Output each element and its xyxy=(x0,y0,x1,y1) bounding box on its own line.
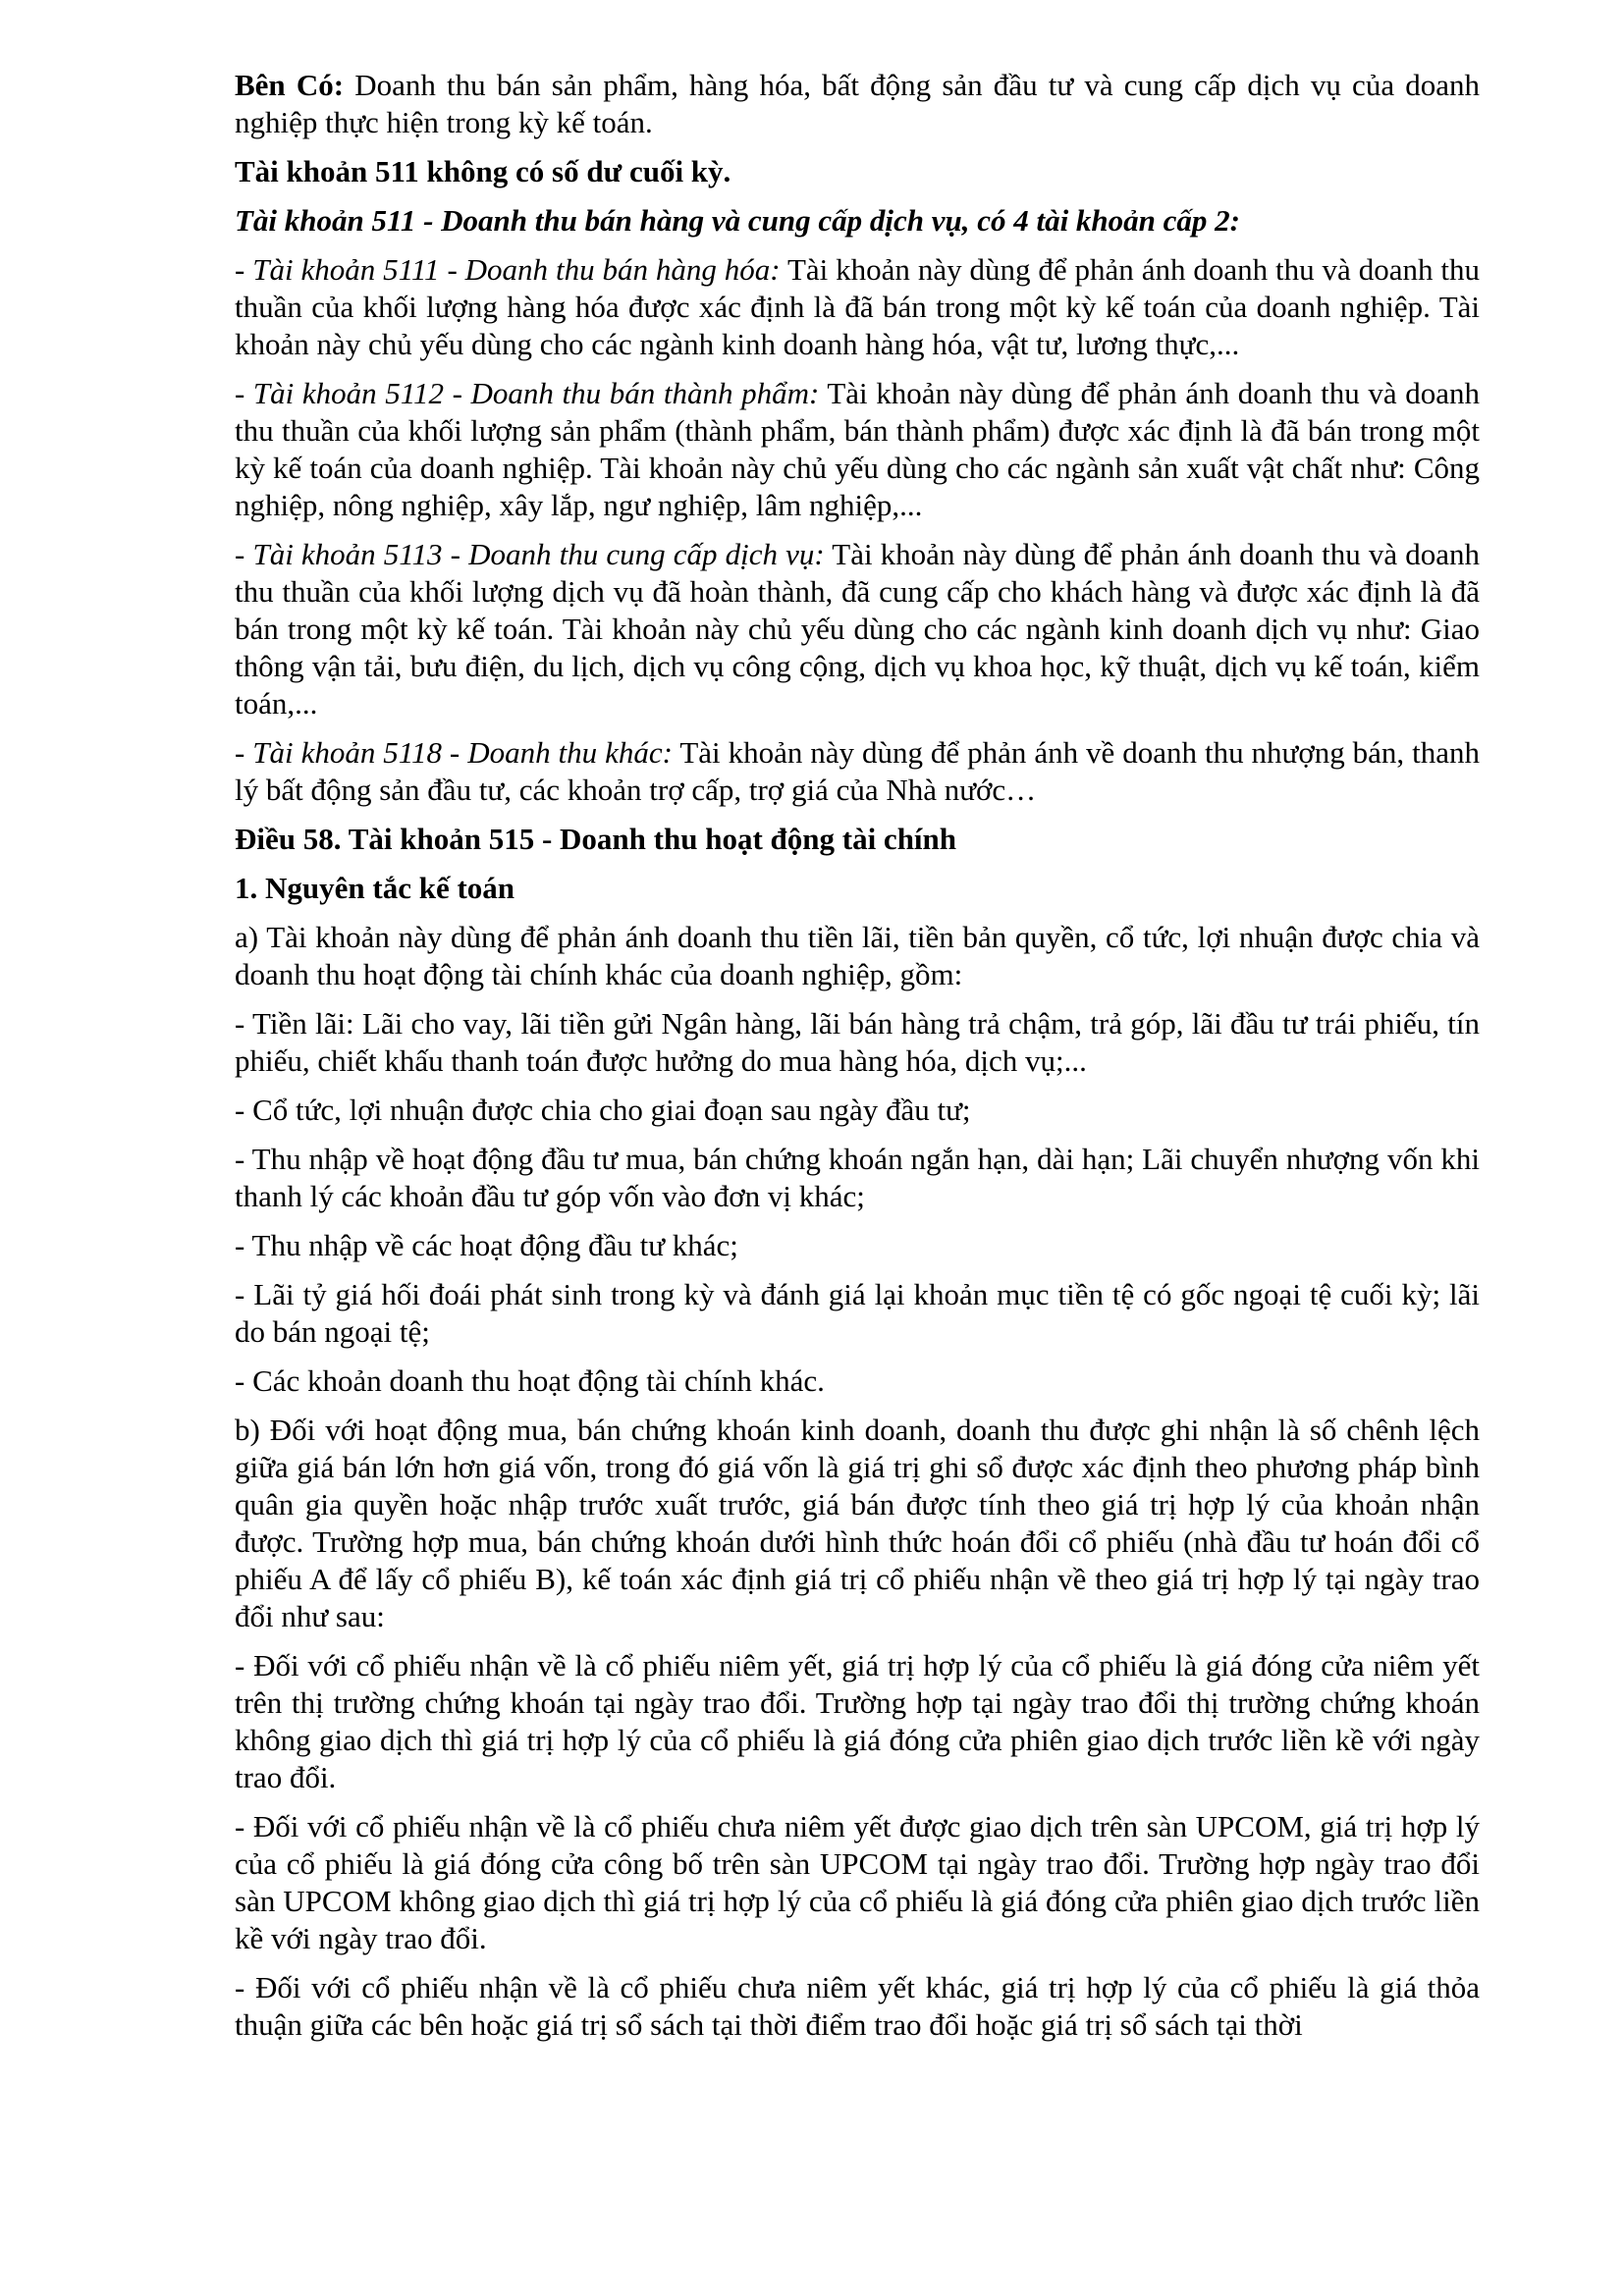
ben-co-text: Doanh thu bán sản phẩm, hàng hóa, bất động sản đầu tư và cung cấp dịch vụ của doanh nghiệp thực hiện trong kỳ kế toán. xyxy=(235,68,1480,139)
article-58-heading: Điều 58. Tài khoản 515 - Doanh thu hoạt động tài chính xyxy=(235,822,957,856)
account-5113-label: - Tài khoản 5113 - Doanh thu cung cấp dịch vụ: xyxy=(235,537,825,571)
account-511-heading: Tài khoản 511 - Doanh thu bán hàng và cung cấp dịch vụ, có 4 tài khoản cấp 2: xyxy=(235,203,1240,238)
account-5118-label: - Tài khoản 5118 - Doanh thu khác: xyxy=(235,735,673,770)
list-item-dividends: - Cổ tức, lợi nhuận được chia cho giai đoạn sau ngày đầu tư; xyxy=(235,1093,971,1127)
account-5112-label: - Tài khoản 5112 - Doanh thu bán thành phẩm: xyxy=(235,376,820,410)
list-item-listed-shares: - Đối với cổ phiếu nhận về là cổ phiếu niêm yết, giá trị hợp lý của cổ phiếu là giá đóng cửa niêm yết trên thị trường chứng khoán tại ngày trao đổi. Trường hợp tại ngày trao đổi thị trường chứng khoán không giao dịch thì giá trị hợp lý của cổ phiếu là giá đóng cửa phiên giao dịch trước liền kề với ngày trao đổi. xyxy=(235,1648,1480,1794)
list-item-exchange-gain: - Lãi tỷ giá hối đoái phát sinh trong kỳ và đánh giá lại khoản mục tiền tệ có gốc ngoại tệ cuối kỳ; lãi do bán ngoại tệ; xyxy=(235,1277,1480,1349)
paragraph-ben-co xyxy=(235,67,1480,141)
paragraph-account-5118 xyxy=(235,734,1480,809)
list-item-other-investment: - Thu nhập về các hoạt động đầu tư khác; xyxy=(235,1228,738,1262)
ben-co-label: Bên Có: xyxy=(235,68,345,102)
section-1-heading: 1. Nguyên tắc kế toán xyxy=(235,871,515,905)
paragraph-b: b) Đối với hoạt động mua, bán chứng khoán kinh doanh, doanh thu được ghi nhận là số chênh lệch giữa giá bán lớn hơn giá vốn, trong đó giá vốn là giá trị ghi sổ được xác định theo phương pháp bình quân gia quyền hoặc nhập trước xuất trước, giá bán được tính theo giá trị hợp lý của khoản nhận được. Trường hợp mua, bán chứng khoán dưới hình thức hoán đổi cổ phiếu (nhà đầu tư hoán đổi cổ phiếu A để lấy cổ phiếu B), kế toán xác định giá trị cổ phiếu nhận về theo giá trị hợp lý tại ngày trao đổi như sau: xyxy=(235,1413,1480,1633)
list-item-other-unlisted-shares: - Đối với cổ phiếu nhận về là cổ phiếu chưa niêm yết khác, giá trị hợp lý của cổ phiếu là giá thỏa thuận giữa các bên hoặc giá trị sổ sách tại thời điểm trao đổi hoặc giá trị sổ sách tại thời xyxy=(235,1970,1480,2042)
list-item-other-revenue: - Các khoản doanh thu hoạt động tài chính khác. xyxy=(235,1363,825,1398)
paragraph-account-5111 xyxy=(235,251,1480,363)
list-item-upcom-shares: - Đối với cổ phiếu nhận về là cổ phiếu chưa niêm yết được giao dịch trên sàn UPCOM, giá trị hợp lý của cổ phiếu là giá đóng cửa công bố trên sàn UPCOM tại ngày trao đổi. Trường hợp ngày trao đổi sàn UPCOM không giao dịch thì giá trị hợp lý của cổ phiếu là giá đóng cửa phiên giao dịch trước liền kề với ngày trao đổi. xyxy=(235,1809,1480,1955)
account-5111-label: - Tài khoản 5111 - Doanh thu bán hàng hóa: xyxy=(235,252,781,287)
list-item-interest: - Tiền lãi: Lãi cho vay, lãi tiền gửi Ngân hàng, lãi bán hàng trả chậm, trả góp, lãi đầu tư trái phiếu, tín phiếu, chiết khấu thanh toán được hưởng do mua hàng hóa, dịch vụ;... xyxy=(235,1006,1480,1078)
no-balance-note: Tài khoản 511 không có số dư cuối kỳ. xyxy=(235,154,731,188)
paragraph-a: a) Tài khoản này dùng để phản ánh doanh thu tiền lãi, tiền bản quyền, cổ tức, lợi nhuận được chia và doanh thu hoạt động tài chính khác của doanh nghiệp, gồm: xyxy=(235,920,1480,991)
account-5113-text: Tài khoản này dùng để phản ánh doanh thu và doanh thu thuần của khối lượng dịch vụ đã hoàn thành, đã cung cấp cho khách hàng và được xác định là đã bán trong một kỳ kế toán. Tài khoản này chủ yếu dùng cho các ngành kinh doanh dịch vụ như: Giao thông vận tải, bưu điện, du lịch, dịch vụ công cộng, dịch vụ khoa học, kỹ thuật, dịch vụ kế toán, kiểm toán,... xyxy=(235,537,1480,721)
account-5112-text: Tài khoản này dùng để phản ánh doanh thu và doanh thu thuần của khối lượng sản phẩm (thành phẩm, bán thành phẩm) được xác định là đã bán trong một kỳ kế toán của doanh nghiệp. Tài khoản này chủ yếu dùng cho các ngành sản xuất vật chất như: Công nghiệp, nông nghiệp, xây lắp, ngư nghiệp, lâm nghiệp,... xyxy=(235,376,1480,522)
account-5118-text: Tài khoản này dùng để phản ánh về doanh thu nhượng bán, thanh lý bất động sản đầu tư, các khoản trợ cấp, trợ giá của Nhà nước… xyxy=(235,735,1480,807)
paragraph-account-5112 xyxy=(235,375,1480,524)
document-page xyxy=(235,67,1480,2056)
account-5111-text: Tài khoản này dùng để phản ánh doanh thu và doanh thu thuần của khối lượng hàng hóa được xác định là đã bán trong một kỳ kế toán của doanh nghiệp. Tài khoản này chủ yếu dùng cho các ngành kinh doanh hàng hóa, vật tư, lương thực,... xyxy=(235,252,1480,361)
paragraph-account-5113 xyxy=(235,536,1480,722)
list-item-securities-income: - Thu nhập về hoạt động đầu tư mua, bán chứng khoán ngắn hạn, dài hạn; Lãi chuyển nhượng vốn khi thanh lý các khoản đầu tư góp vốn vào đơn vị khác; xyxy=(235,1142,1480,1213)
